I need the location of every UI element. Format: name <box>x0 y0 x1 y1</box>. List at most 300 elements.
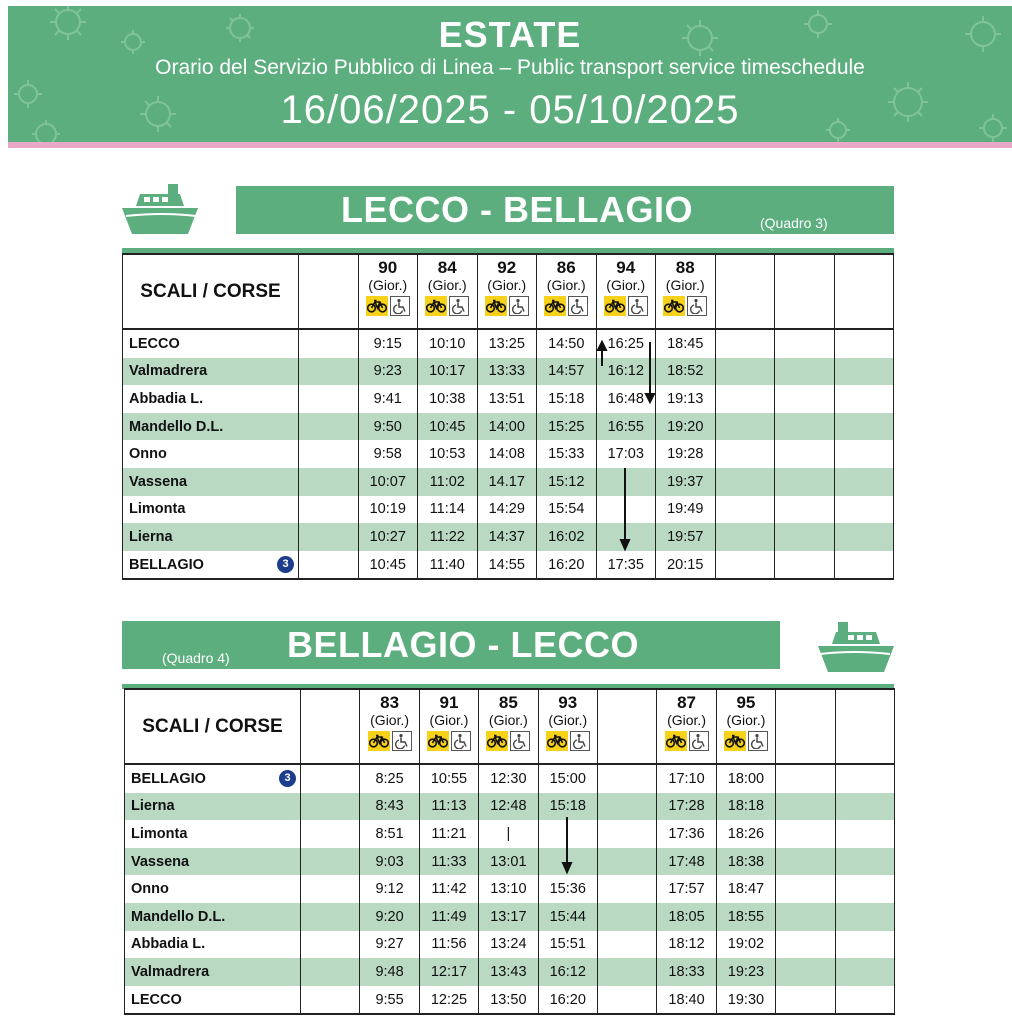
departure-time: 10:53 <box>418 440 478 468</box>
corsa-header <box>834 254 894 329</box>
stop-name <box>123 551 299 580</box>
departure-time <box>301 903 360 931</box>
departure-time <box>835 820 894 848</box>
departure-time: 10:07 <box>358 468 418 496</box>
stop-name <box>123 468 299 496</box>
stop-name <box>123 358 299 386</box>
bicycle-icon <box>665 731 687 751</box>
departure-time: 19:57 <box>656 523 716 551</box>
corsa-header <box>360 689 419 764</box>
departure-time <box>835 848 894 876</box>
departure-time <box>715 385 775 413</box>
corsa-number: 95 <box>736 693 756 712</box>
timetable-row <box>123 468 894 496</box>
corsa-header <box>419 689 478 764</box>
validity-dates: 16/06/2025 - 05/10/2025 <box>280 88 740 132</box>
wheelchair-icon <box>748 731 768 751</box>
departure-time: 19:49 <box>656 496 716 524</box>
corsa-number: 87 <box>677 693 696 712</box>
corsa-days-label: (Gior.) <box>488 712 528 728</box>
bicycle-icon <box>604 296 626 316</box>
stop-label: Valmadrera <box>129 363 208 380</box>
corsa-header <box>715 254 775 329</box>
departure-time <box>776 931 835 959</box>
stop-label: Limonta <box>129 501 186 518</box>
departure-time: 11:02 <box>418 468 478 496</box>
departure-time <box>301 958 360 986</box>
departure-time: 15:51 <box>538 931 597 959</box>
timetable-row <box>125 931 895 959</box>
departure-time: 9:58 <box>358 440 418 468</box>
departure-time: 19:23 <box>716 958 775 986</box>
departure-time <box>299 551 359 580</box>
timetable-row <box>123 329 894 358</box>
departure-time: 16:20 <box>538 986 597 1015</box>
timetable-row <box>125 764 895 793</box>
departure-time: 18:05 <box>657 903 716 931</box>
departure-time <box>301 931 360 959</box>
corsa-number: 93 <box>558 693 578 712</box>
departure-time <box>776 820 835 848</box>
departure-time <box>834 440 894 468</box>
departure-time <box>597 931 656 959</box>
departure-time: 9:23 <box>358 358 418 386</box>
departure-time <box>835 986 894 1015</box>
corsa-header <box>537 254 597 329</box>
departure-time <box>775 468 835 496</box>
departure-time: 10:38 <box>418 385 478 413</box>
departure-time <box>775 385 835 413</box>
corsa-header <box>358 254 418 329</box>
timetable-row <box>125 793 895 821</box>
corsa-number: 84 <box>437 258 457 277</box>
corsa-number: 91 <box>439 693 459 712</box>
departure-time <box>301 820 360 848</box>
departure-time <box>597 764 656 793</box>
arrow-down-head <box>563 863 571 872</box>
stop-name <box>125 848 301 876</box>
departure-time: 14:29 <box>477 496 537 524</box>
quadro-3-badge: 3 <box>277 556 294 573</box>
departure-time <box>299 523 359 551</box>
timetable-row <box>125 820 895 848</box>
timetable-row <box>125 875 895 903</box>
departure-time <box>834 329 894 358</box>
departure-time <box>776 903 835 931</box>
departure-time: 15:33 <box>537 440 597 468</box>
arrow-down-head <box>646 394 654 402</box>
departure-time: 9:15 <box>358 329 418 358</box>
route-arrows-corsa-94 <box>596 336 656 576</box>
corsa-header <box>657 689 716 764</box>
stop-label: LECCO <box>129 335 180 352</box>
corsa-days-label: (Gior.) <box>370 712 410 728</box>
corsa-number: 86 <box>556 258 576 277</box>
departure-time: 9:48 <box>360 958 419 986</box>
departure-time <box>715 551 775 580</box>
departure-time <box>776 958 835 986</box>
corsa-number: 83 <box>380 693 400 712</box>
wheelchair-icon <box>392 731 412 751</box>
departure-time: 10:27 <box>358 523 418 551</box>
departure-time <box>776 875 835 903</box>
stop-name <box>123 440 299 468</box>
departure-time: 10:17 <box>418 358 478 386</box>
corsa-header <box>301 689 360 764</box>
stop-name <box>123 496 299 524</box>
route-arrow-corsa-93 <box>540 815 600 879</box>
departure-time <box>597 958 656 986</box>
departure-time: 14.17 <box>477 468 537 496</box>
departure-time: 13:25 <box>477 329 537 358</box>
wheelchair-icon <box>570 731 590 751</box>
departure-time: 15:12 <box>537 468 597 496</box>
departure-time: 13:33 <box>477 358 537 386</box>
stop-name <box>125 820 301 848</box>
arrow-down-head-long <box>621 540 629 549</box>
stop-label: Mandello D.L. <box>129 418 224 435</box>
wheelchair-icon <box>509 296 529 316</box>
stop-name <box>123 523 299 551</box>
corsa-number: 94 <box>616 258 636 277</box>
wheelchair-icon <box>449 296 469 316</box>
timetable-row <box>123 358 894 386</box>
corsa-header <box>479 689 538 764</box>
departure-time: 17:10 <box>657 764 716 793</box>
route-header-bellagio-lecco <box>122 621 780 669</box>
departure-time <box>299 385 359 413</box>
departure-time <box>597 986 656 1015</box>
corsa-number: 90 <box>378 258 398 277</box>
stop-name <box>123 413 299 441</box>
departure-time: 14:00 <box>477 413 537 441</box>
departure-time <box>775 358 835 386</box>
stop-name <box>125 931 301 959</box>
departure-time: 11:49 <box>419 903 478 931</box>
departure-time <box>776 986 835 1015</box>
departure-time <box>835 793 894 821</box>
bicycle-icon <box>663 296 685 316</box>
departure-time <box>775 440 835 468</box>
departure-time: 18:12 <box>657 931 716 959</box>
departure-time <box>715 496 775 524</box>
timetable-row <box>125 958 895 986</box>
departure-time: 19:13 <box>656 385 716 413</box>
departure-time: 10:19 <box>358 496 418 524</box>
departure-time <box>775 413 835 441</box>
departure-time <box>715 358 775 386</box>
stop-name <box>125 903 301 931</box>
departure-time: 19:37 <box>656 468 716 496</box>
stop-name <box>125 958 301 986</box>
departure-time: 9:20 <box>360 903 419 931</box>
quadro-label: (Quadro 3) <box>760 215 828 231</box>
departure-time: 10:55 <box>419 764 478 793</box>
departure-time <box>775 496 835 524</box>
departure-time <box>835 875 894 903</box>
corsa-header <box>477 254 537 329</box>
departure-time: 17:48 <box>657 848 716 876</box>
banner-subtitle: Orario del Servizio Pubblico di Linea – Public transport service timeschedule <box>155 56 865 79</box>
corsa-days-label: (Gior.) <box>726 712 766 728</box>
departure-time <box>715 329 775 358</box>
corsa-header <box>835 689 894 764</box>
stop-name <box>123 329 299 358</box>
departure-time: 18:40 <box>657 986 716 1015</box>
corsa-days-label: (Gior.) <box>606 277 646 293</box>
stop-label: BELLAGIO <box>131 770 206 787</box>
stop-name <box>125 875 301 903</box>
bicycle-icon <box>485 296 507 316</box>
departure-time <box>775 523 835 551</box>
departure-time: 9:55 <box>360 986 419 1015</box>
stop-name <box>123 385 299 413</box>
departure-time <box>301 793 360 821</box>
departure-time <box>835 903 894 931</box>
season-title: ESTATE <box>438 14 582 55</box>
timetable-row <box>123 385 894 413</box>
corsa-header <box>716 689 775 764</box>
timetable-lecco-bellagio <box>122 253 894 580</box>
departure-time: 15:00 <box>538 764 597 793</box>
departure-time <box>597 903 656 931</box>
departure-time: 10:45 <box>358 551 418 580</box>
stop-label: Abbadia L. <box>129 390 204 407</box>
departure-time: 18:47 <box>716 875 775 903</box>
departure-time <box>299 413 359 441</box>
quadro-label: (Quadro 4) <box>162 650 230 666</box>
departure-time: 16:25 <box>596 329 656 358</box>
departure-time: 16:12 <box>596 358 656 386</box>
departure-time <box>834 551 894 580</box>
departure-time: 18:33 <box>657 958 716 986</box>
corsa-days-label: (Gior.) <box>368 277 408 293</box>
bicycle-icon <box>546 731 568 751</box>
corsa-header <box>418 254 478 329</box>
departure-time: 18:00 <box>716 764 775 793</box>
stop-label: Lierna <box>129 528 173 545</box>
departure-time <box>299 358 359 386</box>
departure-time <box>834 496 894 524</box>
departure-time: 11:14 <box>418 496 478 524</box>
departure-time: 11:40 <box>418 551 478 580</box>
departure-time <box>597 848 656 876</box>
route-title: BELLAGIO - LECCO <box>287 624 639 665</box>
departure-time: 9:50 <box>358 413 418 441</box>
departure-time: 9:41 <box>358 385 418 413</box>
stop-label: LECCO <box>131 991 182 1008</box>
departure-time: 16:20 <box>537 551 597 580</box>
bicycle-icon <box>427 731 449 751</box>
departure-time: 13:24 <box>479 931 538 959</box>
departure-time <box>715 468 775 496</box>
departure-time: 11:33 <box>419 848 478 876</box>
departure-time: 16:55 <box>596 413 656 441</box>
corsa-days-label: (Gior.) <box>667 712 706 728</box>
header-scali-corse: SCALI / CORSE <box>123 254 299 329</box>
departure-time: 17:03 <box>596 440 656 468</box>
departure-time <box>715 413 775 441</box>
quadro-3-badge: 3 <box>279 770 296 787</box>
departure-time: 18:45 <box>656 329 716 358</box>
departure-time: 16:12 <box>538 958 597 986</box>
corsa-days-label: (Gior.) <box>427 277 467 293</box>
departure-time <box>834 413 894 441</box>
departure-time <box>597 875 656 903</box>
departure-time <box>834 523 894 551</box>
departure-time <box>715 440 775 468</box>
departure-time: 8:51 <box>360 820 419 848</box>
departure-time: 17:57 <box>657 875 716 903</box>
stop-label: Onno <box>129 446 167 463</box>
departure-time <box>776 793 835 821</box>
departure-time <box>301 986 360 1015</box>
departure-time <box>834 468 894 496</box>
bicycle-icon <box>724 731 746 751</box>
corsa-header <box>596 254 656 329</box>
wheelchair-icon <box>451 731 471 751</box>
corsa-header <box>776 689 835 764</box>
departure-time: 18:52 <box>656 358 716 386</box>
departure-time: 12:17 <box>419 958 478 986</box>
departure-time: 16:02 <box>537 523 597 551</box>
departure-time <box>299 496 359 524</box>
departure-time: 8:25 <box>360 764 419 793</box>
departure-time: 15:44 <box>538 903 597 931</box>
corsa-number: 88 <box>675 258 695 277</box>
departure-time: 13:51 <box>477 385 537 413</box>
timetable-row <box>123 496 894 524</box>
stop-label: Lierna <box>131 798 175 815</box>
corsa-header <box>299 254 359 329</box>
departure-time: 16:48 <box>596 385 656 413</box>
wheelchair-icon <box>689 731 709 751</box>
timetable-row <box>123 523 894 551</box>
wheelchair-icon <box>510 731 530 751</box>
departure-time: 17:36 <box>657 820 716 848</box>
wheelchair-icon <box>628 296 648 316</box>
timetable-bellagio-lecco <box>124 688 895 1015</box>
departure-time: 10:45 <box>418 413 478 441</box>
timetable-row <box>125 903 895 931</box>
departure-time: 15:54 <box>537 496 597 524</box>
departure-time: 11:21 <box>419 820 478 848</box>
stop-name <box>125 764 301 793</box>
departure-time: 9:12 <box>360 875 419 903</box>
departure-time: 14:37 <box>477 523 537 551</box>
departure-time <box>299 440 359 468</box>
corsa-days-label: (Gior.) <box>487 277 527 293</box>
departure-time: 17:28 <box>657 793 716 821</box>
stop-label: Mandello D.L. <box>131 908 226 925</box>
corsa-days-label: (Gior.) <box>548 712 588 728</box>
departure-time: | <box>479 820 538 848</box>
departure-time: 14:57 <box>537 358 597 386</box>
header-scali-corse: SCALI / CORSE <box>125 689 301 764</box>
wheelchair-icon <box>390 296 410 316</box>
corsa-header <box>775 254 835 329</box>
departure-time: 11:56 <box>419 931 478 959</box>
departure-time: 20:15 <box>656 551 716 580</box>
stop-label: Onno <box>131 881 169 898</box>
departure-time: 15:25 <box>537 413 597 441</box>
departure-time: 14:55 <box>477 551 537 580</box>
departure-time: 13:01 <box>479 848 538 876</box>
stop-label: Abbadia L. <box>131 936 206 953</box>
departure-time: 10:10 <box>418 329 478 358</box>
departure-time: 13:17 <box>479 903 538 931</box>
departure-time: 13:10 <box>479 875 538 903</box>
timetable-row <box>125 986 895 1015</box>
stop-name <box>125 986 301 1015</box>
corsa-header <box>597 689 656 764</box>
departure-time <box>775 329 835 358</box>
departure-time <box>299 468 359 496</box>
departure-time <box>301 875 360 903</box>
corsa-header <box>538 689 597 764</box>
departure-time: 18:38 <box>716 848 775 876</box>
departure-time: 14:08 <box>477 440 537 468</box>
timetable-row <box>123 413 894 441</box>
wheelchair-icon <box>687 296 707 316</box>
departure-time: 13:50 <box>479 986 538 1015</box>
bicycle-icon <box>544 296 566 316</box>
departure-time: 14:50 <box>537 329 597 358</box>
departure-time: 19:20 <box>656 413 716 441</box>
timetable-row <box>125 848 895 876</box>
season-banner <box>8 6 1012 144</box>
departure-time: 8:43 <box>360 793 419 821</box>
departure-time: 11:22 <box>418 523 478 551</box>
departure-time <box>835 958 894 986</box>
departure-time: 12:25 <box>419 986 478 1015</box>
departure-time <box>776 764 835 793</box>
wheelchair-icon <box>568 296 588 316</box>
departure-time: 12:30 <box>479 764 538 793</box>
ship-icon <box>122 182 198 234</box>
stop-label: Valmadrera <box>131 963 210 980</box>
departure-time: 11:13 <box>419 793 478 821</box>
stop-name <box>125 793 301 821</box>
departure-time <box>834 358 894 386</box>
departure-time <box>597 793 656 821</box>
departure-time: 15:36 <box>538 875 597 903</box>
route-header-lecco-bellagio <box>236 186 894 234</box>
stop-label: Vassena <box>131 853 190 870</box>
corsa-header <box>656 254 716 329</box>
departure-time <box>715 523 775 551</box>
departure-time: 11:42 <box>419 875 478 903</box>
departure-time: 19:02 <box>716 931 775 959</box>
timetable-row <box>123 440 894 468</box>
corsa-number: 92 <box>497 258 517 277</box>
departure-time <box>301 848 360 876</box>
stop-label: Vassena <box>129 473 188 490</box>
departure-time: 18:26 <box>716 820 775 848</box>
corsa-days-label: (Gior.) <box>546 277 586 293</box>
departure-time <box>834 385 894 413</box>
departure-time <box>775 551 835 580</box>
departure-time: 9:03 <box>360 848 419 876</box>
bicycle-icon <box>486 731 508 751</box>
departure-time: 13:43 <box>479 958 538 986</box>
ship-icon <box>818 620 894 672</box>
departure-time <box>835 931 894 959</box>
departure-time: 15:18 <box>537 385 597 413</box>
bicycle-icon <box>366 296 388 316</box>
departure-time <box>301 764 360 793</box>
departure-time <box>776 848 835 876</box>
